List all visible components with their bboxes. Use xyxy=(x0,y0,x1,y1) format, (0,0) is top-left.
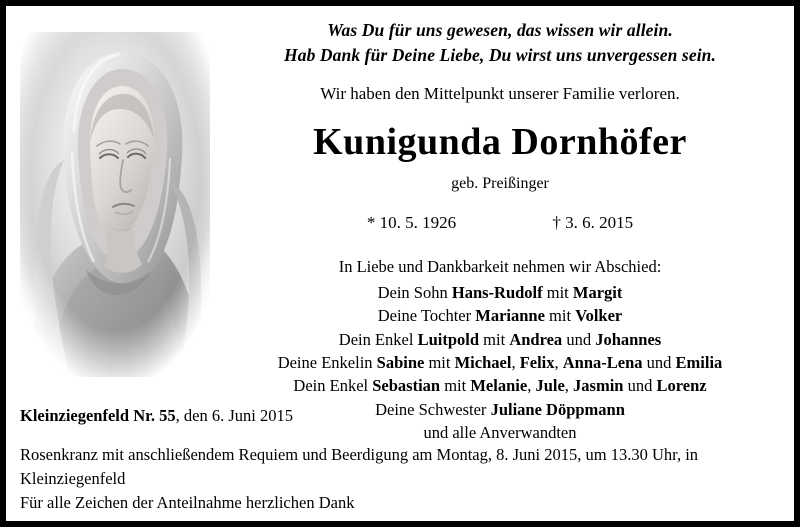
family-conjunction: , xyxy=(564,376,574,396)
family-relation: Dein Sohn xyxy=(377,282,452,302)
service-detail-line: Rosenkranz mit anschließendem Requiem und Beerdigung am Montag, 8. Juni 2015, um 13.30 Uhr, in xyxy=(20,445,699,464)
obituary-text xyxy=(216,18,784,445)
family-relation: und alle Anverwandten xyxy=(423,423,577,443)
family-conjunction: , xyxy=(527,376,536,396)
family-relation: Deine Tochter xyxy=(377,306,476,326)
family-member-name: Sebastian xyxy=(372,376,441,396)
family-conjunction: mit xyxy=(424,352,455,372)
death-date: † 3. 6. 2015 xyxy=(552,212,634,232)
service-detail-line: Für alle Zeichen der Anteilnahme herzlichen Dank xyxy=(20,492,355,512)
family-line xyxy=(216,304,784,327)
service-details xyxy=(20,443,780,515)
family-line xyxy=(216,351,784,374)
mourning-intro: In Liebe und Dankbarkeit nehmen wir Abschied: xyxy=(338,256,662,276)
family-member-name: Jule xyxy=(535,376,565,396)
family-conjunction: und xyxy=(623,376,657,396)
place-and-date xyxy=(20,406,293,426)
family-relation: Deine Enkelin xyxy=(277,352,377,372)
service-detail-line: Kleinziegenfeld xyxy=(20,468,126,488)
verse-line-1: Was Du für uns gewesen, das wissen wir allein. xyxy=(327,20,673,40)
family-conjunction: mit xyxy=(542,282,573,302)
obituary-inner xyxy=(6,6,794,521)
family-conjunction: , xyxy=(554,352,563,372)
maiden-name: geb. Preißinger xyxy=(451,174,549,192)
family-member-name: Melanie xyxy=(470,376,528,396)
family-member-name: Jasmin xyxy=(573,376,624,396)
life-dates xyxy=(216,213,784,233)
family-conjunction: und xyxy=(642,352,676,372)
family-member-name: Sabine xyxy=(376,352,425,372)
family-list xyxy=(216,281,784,445)
family-line xyxy=(216,328,784,351)
family-member-name: Anna-Lena xyxy=(562,352,643,372)
family-member-name: Andrea xyxy=(509,329,563,349)
family-member-name: Marianne xyxy=(475,306,545,326)
family-conjunction: und xyxy=(562,329,596,349)
family-conjunction: , xyxy=(511,352,520,372)
verse-line-2: Hab Dank für Deine Liebe, Du wirst uns unvergessen sein. xyxy=(284,44,716,65)
family-member-name: Felix xyxy=(519,352,555,372)
family-conjunction: mit xyxy=(544,306,576,326)
family-member-name: Volker xyxy=(575,306,623,326)
lead-text: Wir haben den Mittelpunkt unserer Familie verloren. xyxy=(320,83,680,103)
family-line xyxy=(216,421,784,444)
family-line xyxy=(216,281,784,304)
family-relation: Deine Schwester xyxy=(375,399,491,419)
family-member-name: Luitpold xyxy=(417,329,480,349)
family-line xyxy=(216,398,784,421)
deceased-name: Kunigunda Dornhöfer xyxy=(313,120,687,163)
family-member-name: Juliane Döppmann xyxy=(490,399,625,419)
family-member-name: Lorenz xyxy=(656,376,707,396)
place-name: Kleinziegenfeld Nr. 55 xyxy=(20,406,176,425)
family-conjunction: mit xyxy=(479,329,510,349)
family-relation: Dein Enkel xyxy=(293,376,373,396)
madonna-image xyxy=(20,32,210,377)
family-member-name: Michael xyxy=(454,352,512,372)
family-conjunction: mit xyxy=(440,376,471,396)
family-line xyxy=(216,374,784,397)
family-member-name: Margit xyxy=(572,282,623,302)
birth-date: * 10. 5. 1926 xyxy=(366,212,457,232)
family-member-name: Johannes xyxy=(595,329,662,349)
family-relation: Dein Enkel xyxy=(338,329,418,349)
verse xyxy=(216,18,784,68)
family-member-name: Emilia xyxy=(675,352,723,372)
family-member-name: Hans-Rudolf xyxy=(451,282,543,302)
place-date: , den 6. Juni 2015 xyxy=(175,406,294,425)
